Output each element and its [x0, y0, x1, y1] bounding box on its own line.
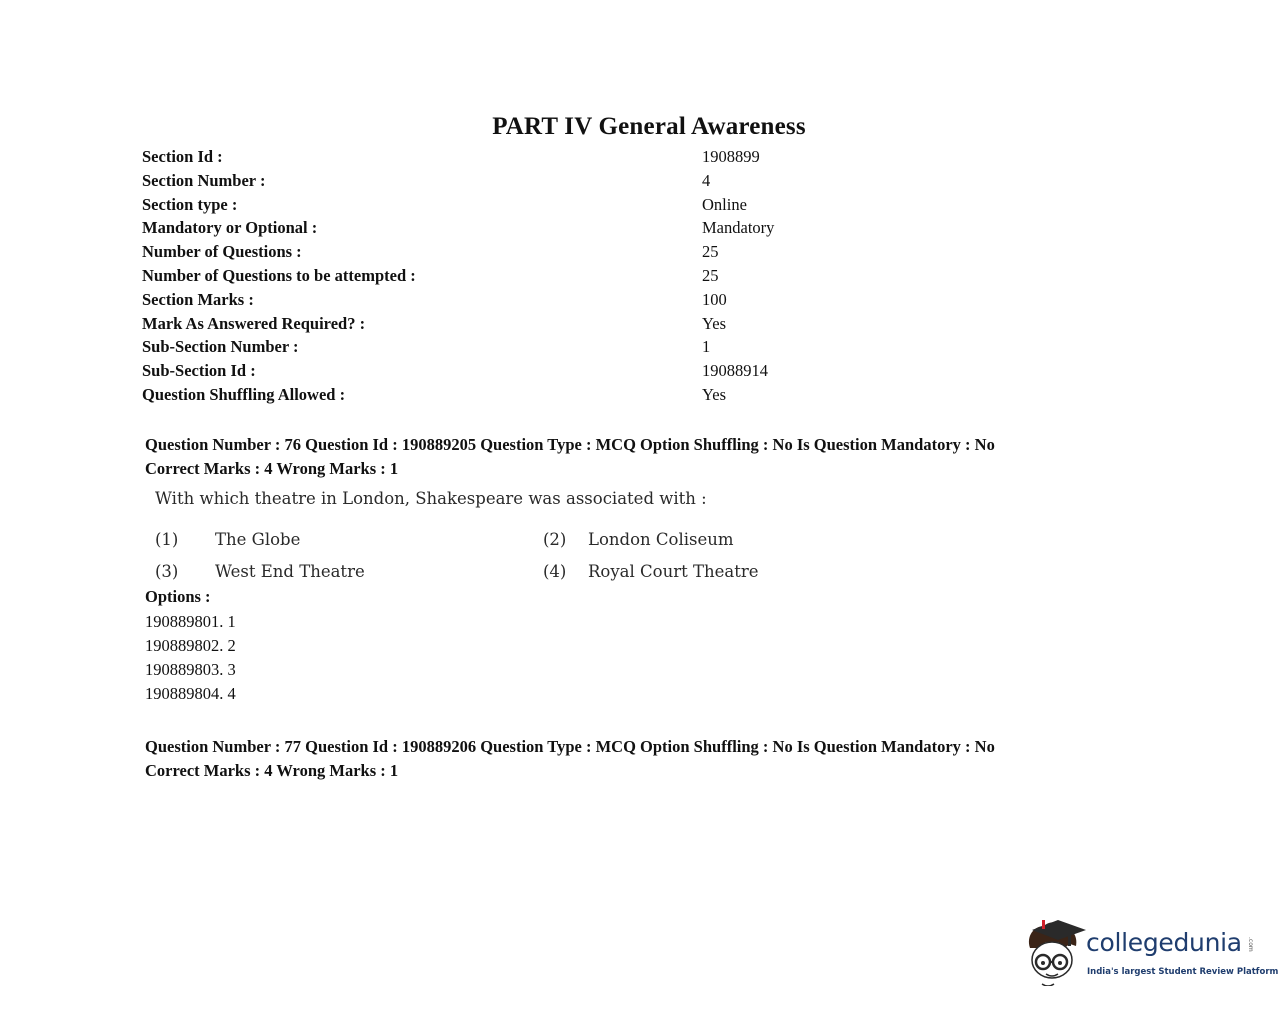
info-label: Sub-Section Number : [142, 337, 299, 357]
info-label: Section Id : [142, 147, 223, 166]
info-value: 1908899 [702, 147, 760, 166]
info-label: Number of Questions : [142, 242, 302, 262]
mascot-icon [1024, 918, 1088, 986]
info-value: 100 [702, 289, 727, 309]
info-label: Question Shuffling Allowed : [142, 384, 346, 404]
logo-tagline: India's largest Student Review Platform [1087, 967, 1279, 977]
question-76-text: With which theatre in London, Shakespeare was associated with : [155, 489, 707, 508]
question-77-marks: Correct Marks : 4 Wrong Marks : 1 [145, 761, 399, 780]
choice-text: West End Theatre [215, 562, 365, 581]
info-value: 1 [702, 337, 711, 357]
options-list [145, 610, 236, 706]
info-value: Mandatory [702, 218, 775, 238]
info-label: Section Marks : [142, 289, 254, 309]
info-value: 25 [702, 265, 719, 285]
logo-com-text: .com [1247, 937, 1254, 952]
logo-brand-text: collegedunia [1086, 928, 1242, 957]
info-label: Mark As Answered Required? : [142, 313, 366, 333]
option-row: 190889802. 2 [145, 636, 236, 655]
option-row: 190889801. 1 [145, 612, 236, 631]
info-label: Section Number : [142, 170, 266, 190]
choice-number: (1) [155, 530, 179, 549]
choice-number: (3) [155, 562, 179, 581]
choice-text: The Globe [215, 530, 301, 549]
info-value: Online [702, 194, 747, 214]
question-77-header: Question Number : 77 Question Id : 190889206 Question Type : MCQ Option Shuffling : No Is Question Mandatory : No [145, 737, 995, 756]
collegedunia-logo [1024, 916, 1279, 988]
choice-text: Royal Court Theatre [588, 562, 759, 581]
info-value: 4 [702, 170, 711, 190]
page-title: PART IV General Awareness [492, 113, 806, 140]
choice-number: (4) [543, 562, 567, 581]
choice-text: London Coliseum [588, 530, 734, 549]
info-label: Number of Questions to be attempted : [142, 265, 416, 285]
info-label: Mandatory or Optional : [142, 218, 318, 238]
option-row: 190889804. 4 [145, 684, 236, 703]
question-76-marks: Correct Marks : 4 Wrong Marks : 1 [145, 459, 399, 478]
option-row: 190889803. 3 [145, 660, 236, 679]
question-76-header: Question Number : 76 Question Id : 190889205 Question Type : MCQ Option Shuffling : No Is Question Mandatory : No [145, 435, 995, 454]
info-value: 19088914 [702, 361, 768, 381]
info-value: Yes [702, 313, 727, 333]
info-label: Section type : [142, 194, 238, 214]
info-value: 25 [702, 242, 719, 262]
choice-number: (2) [543, 530, 567, 549]
info-value: Yes [702, 384, 727, 404]
info-label: Sub-Section Id : [142, 361, 256, 381]
options-label: Options : [145, 587, 211, 606]
